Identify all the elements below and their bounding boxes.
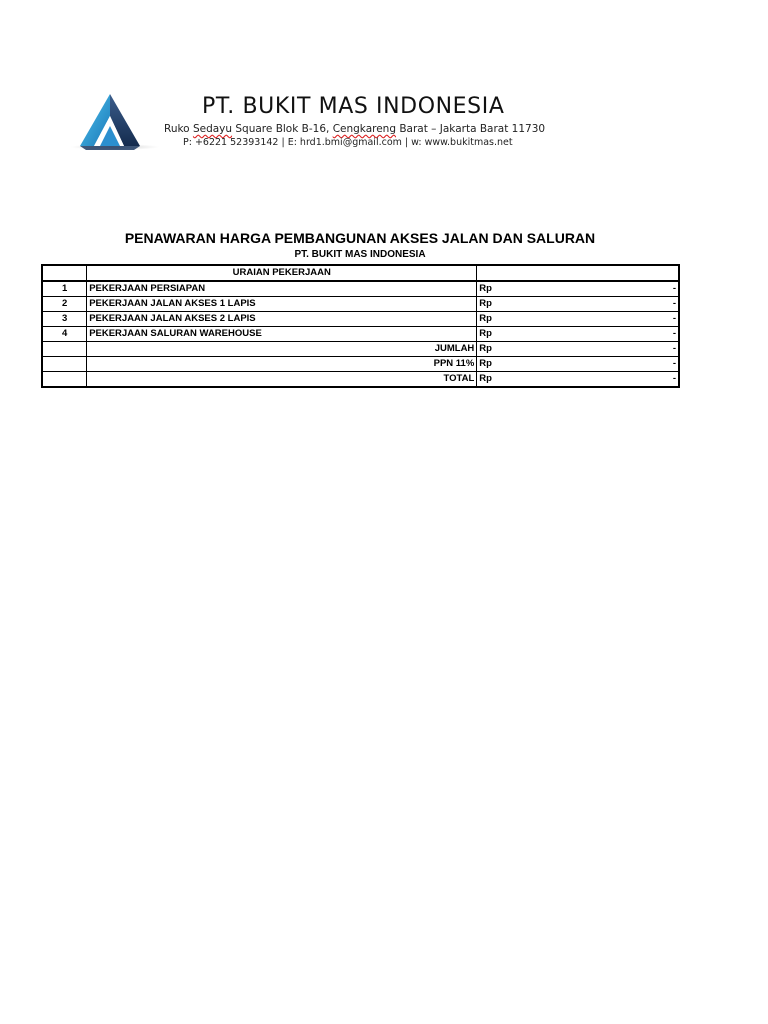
price-offer-table <box>41 264 680 388</box>
total-row-jumlah <box>42 342 679 357</box>
row-description: PEKERJAAN PERSIAPAN <box>87 281 477 297</box>
row-value: - <box>672 328 676 339</box>
row-amount <box>477 297 679 312</box>
row-value: - <box>672 298 676 309</box>
row-value: - <box>672 313 676 324</box>
address-part: Cengkareng <box>332 123 396 135</box>
total-label: TOTAL <box>87 372 477 388</box>
total-amount <box>477 372 679 388</box>
header-description: URAIAN PEKERJAAN <box>87 265 477 281</box>
total-currency: Rp <box>479 343 492 354</box>
row-currency: Rp <box>479 298 492 309</box>
row-value: - <box>672 283 676 294</box>
total-value: - <box>672 343 676 354</box>
company-logo-icon <box>78 92 142 150</box>
row-currency: Rp <box>479 313 492 324</box>
company-name: PT. BUKIT MAS INDONESIA <box>202 94 505 119</box>
header-amount <box>477 265 679 281</box>
row-amount <box>477 312 679 327</box>
total-no <box>42 357 87 372</box>
total-label: JUMLAH <box>87 342 477 357</box>
total-value: - <box>672 373 676 384</box>
address-part: Square Blok B-16, <box>232 123 333 135</box>
row-currency: Rp <box>479 328 492 339</box>
table-row <box>42 327 679 342</box>
row-description: PEKERJAAN JALAN AKSES 1 LAPIS <box>87 297 477 312</box>
total-amount <box>477 357 679 372</box>
table-header-row <box>42 265 679 281</box>
table-row <box>42 297 679 312</box>
total-amount <box>477 342 679 357</box>
row-no: 1 <box>42 281 87 297</box>
row-no: 4 <box>42 327 87 342</box>
address-part: Barat – Jakarta Barat 11730 <box>396 123 546 135</box>
document-title: PENAWARAN HARGA PEMBANGUNAN AKSES JALAN DAN SALURAN <box>124 230 596 246</box>
address-part: Ruko <box>164 123 193 135</box>
total-no <box>42 372 87 388</box>
document-subtitle: PT. BUKIT MAS INDONESIA <box>294 249 426 260</box>
total-currency: Rp <box>479 358 492 369</box>
row-no: 3 <box>42 312 87 327</box>
row-description: PEKERJAAN JALAN AKSES 2 LAPIS <box>87 312 477 327</box>
table-row <box>42 312 679 327</box>
total-no <box>42 342 87 357</box>
total-label: PPN 11% <box>87 357 477 372</box>
row-no: 2 <box>42 297 87 312</box>
header-no <box>42 265 87 281</box>
row-amount <box>477 281 679 297</box>
letterhead <box>70 88 590 158</box>
row-amount <box>477 327 679 342</box>
total-currency: Rp <box>479 373 492 384</box>
row-description: PEKERJAAN SALURAN WAREHOUSE <box>87 327 477 342</box>
address-part: Sedayu <box>192 123 233 135</box>
table-row <box>42 281 679 297</box>
company-address <box>164 123 545 135</box>
company-contact: P: +6221 52393142 | E: hrd1.bmi@gmail.com | w: www.bukitmas.net <box>183 137 513 148</box>
total-value: - <box>672 358 676 369</box>
total-row-total <box>42 372 679 388</box>
row-currency: Rp <box>479 283 492 294</box>
total-row-ppn <box>42 357 679 372</box>
